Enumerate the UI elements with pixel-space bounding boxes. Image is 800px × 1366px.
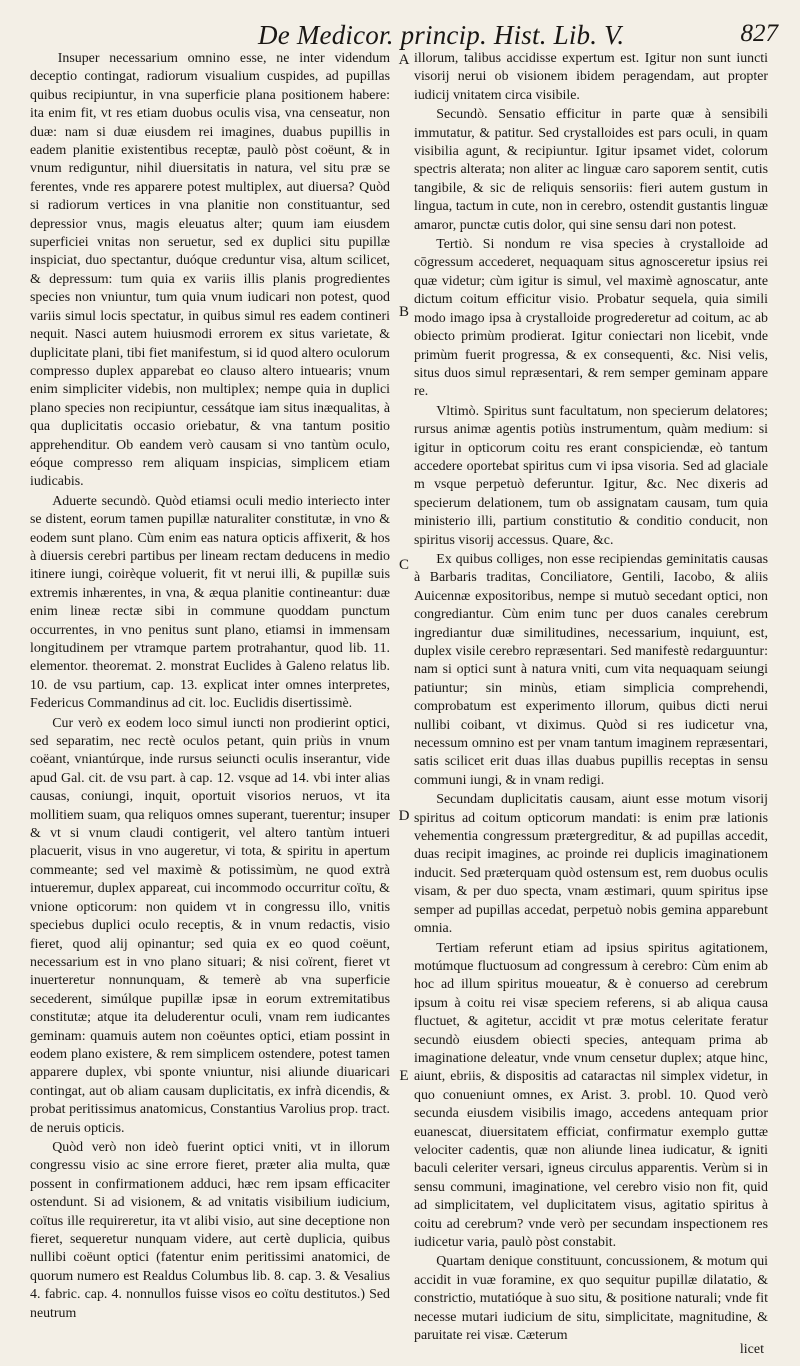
margin-letter-d: D: [398, 808, 410, 824]
paragraph: Tertiò. Si nondum re visa species à crystalloide ad cōgressum accederet, nequaquam situs agnosceretur ipsius rei quæ videtur; cùm igitur is simul, vel maximè agnoscatur, ante dictum coitum efficitur visio. Probatur sequela, quia simili modo imago ipsa à crystalloide progrederetur ad coitum, ac ab obiecto primùm prodierat. Igitur coniectari non licebit, vnde primùm fuerit progressa, & ex consequenti, &c. Nisi velis, situs duos simul repræsentari, & rem semper geminam appare re.: [414, 237, 768, 400]
paragraph: Tertiam referunt etiam ad ipsius spiritus agitationem, motúmque fluctuosum ad congressum à cerebro: Cùm enim ab hoc ad illum spiritus moueatur, & è conuerso ad cerebrum ipsum à coitu rei visæ speciem referens, si ab aliqua causa fluctuet, & agitetur, accidit vt præ motus celeritate feratur secundò eiusdem obiecti species, antequam prima ab imaginatione deleatur, vnde vnum censetur duplex; atque hinc, aiunt, ebriis, & dispositis ad cataractas nil simplex videtur, in quo conueniunt omnes, ex Arist. 3. probl. 10. Quod verò secunda eiusdem visibilis imago, accedens antequam prior euanescat, diuersitatem efficiat, confirmatur exemplo guttæ velociter cadentis, quæ non aliunde linea iudicatur, & igniti baculi celeriter versari, igneus circulus apparentis. Verùm si in sensu communi, imaginatione, vel cerebro visio non fit, quid ad simplicitatem, vel duplicitatem visus, agitatio spiritus à coitu ad cerebrum? vnde verò per secundam inspectionem res iudicetur varia, paulò pòst constabit.: [414, 940, 768, 1250]
paragraph: Quartam denique constituunt, concussionem, & motum qui accidit in vuæ foramine, ex quo sequitur pupillæ dilatatio, & constrictio, mutatióque à suo situ, & positione naturali; vnde fit necesse mutari iudicium de situ, simplicitate, magnitudine, & paruitate rei visæ. Cæterum: [414, 1254, 768, 1344]
right-column: [414, 50, 768, 1345]
paragraph: Aduerte secundò. Quòd etiamsi oculi medio interiecto inter se distent, eorum tamen pupillæ naturaliter constitutæ, in vno & eodem sunt plano. Cùm enim eas natura opticis affixerit, & hos à diuersis cerebri partibus per lineam rectam deducens in medio itinere iungi, coirèque voluerit, fit vt nerui illi, & pupillæ suis extremis inhærentes, in vna, & æqua planitie contineantur: duæ enim lineæ rectæ sibi in commune quoddam punctum occurrentes, in vno penitus sunt plano, etiamsi in immensam longitudinem per vtramque partem protrahantur, quod lib. 11. elementor. theoremat. 2. monstrat Euclides à Galeno relatus lib. 10. de vsu partium, cap. 13. explicat inter omnes interpretes, Federicus Commandinus ad cit. loc. Euclidis disertissimè.: [30, 493, 390, 712]
page-header: [0, 18, 800, 52]
paragraph: Secundò. Sensatio efficitur in parte quæ à sensibili immutatur, & patitur. Sed crystalloides est pars oculi, in quam visibilia agunt, & recipiuntur. Igitur ipsamet videt, colorum spectris alterata; non aliter ac linguæ caro saporem sentit, cutis tangibile, & sic de reliquis sensoriis: fieri autem gustum in lingua, tactum in cute, non in cerebro, ostendit gustantis linguæ amaror, punctæ cutis dolor, qui sine sensu dari non potest.: [414, 107, 768, 233]
margin-letter-e: E: [399, 1068, 409, 1084]
running-title: De Medicor. princip. Hist. Lib. V.: [258, 20, 625, 50]
catchword: licet: [739, 1342, 764, 1357]
paragraph: Quòd verò non ideò fuerint optici vniti, vt in illorum congressu visio ac sine errore fieret, præter alia multa, quæ possent in confirmationem adduci, hæc rem ipsam efficaciter ostendunt. Si ad visionem, & ad vnitatis visibilium iudicium, coïtus ille requireretur, ita vt alibi visio, aut sine deceptione non fieret, sequeretur nunquam videre, aut certè duplicia, quibus nullibi coëunt optici (fatentur enim peritissimi anatomici, de quorum numero est Realdus Columbus lib. 8. cap. 3. & Vesalius 4. fabric. cap. 4. nonnullos fuisse visos eo coïtu destitutos.) Sed neutrum: [30, 1139, 390, 1321]
margin-letter-c: C: [398, 557, 409, 573]
paragraph: Ex quibus colliges, non esse recipiendas geminitatis causas à Barbaris traditas, Conciliatore, Gentili, Iacobo, & aliis Auicennæ expositoribus, nempe si mutuò secedant optici, non congrediantur. Cùm enim tunc per duos canales cerebrum ingrediantur duæ similitudines, necessarium, inquiunt, est, duplex visile cerebro repræsentari. Sed manifestè redarguuntur: nam si optici sunt à natura vniti, cum vita nequaquam seiungi patiuntur; sin minùs, etiam simplicia comprehendi, comprobatum est experimento illorum, quibus dicti nerui nullibi coibant, vt diximus. Quòd si res iudicetur vna, necessum omnino est per vnam tantum imaginem repræsentari, satis scilicet erit duas illas duabus pupillis receptas in sensu communi iungi, & in vnam redigi.: [414, 551, 768, 788]
paragraph: Cur verò ex eodem loco simul iuncti non prodierint optici, sed separatim, nec rectè oculos petant, quin priùs in vnum coëant, vniantúrque, inde rursus seiuncti oculis inserantur, vide apud Gal. cit. de vsu part. à cap. 12. vsque ad 14. vbi inter alias causas, coniungi, inquit, oportuit visorios neruos, vt ita mollitiem suam, qua reliquos omnes superant, tuerentur; insuper & vt si vnum claudi contigerit, vel altero tantùm intueri placuerit, visus in vno augeretur, vi tota, & spiritu in apertum commeante; sed vel maximè & potissimùm, ne quod extrà intueremur, duplex appareat, cui incommodo occurritur coïtu, & vnione opticorum: non quidem vt in congressu illo, vnitis speciebus duplici oculo receptis, & in vnum redactis, visio fieret, quod alij opinantur; sed quia ex eo quod coëunt, necessarium est in vno plano situari; & nisi coïrent, fieret vt inuerteretur nonnunquam, & temerè ab vna superficie secederent, simúlque pupillæ ipsæ in eorum extremitatibus constitutæ; atque ita deluderentur oculi, vnam rem iudicantes geminam: quamuis autem non coëuntes optici, etiam possint in eodem plano existere, & rem simplicem ostendere, potest tamen apparere duplex, vbi sponte vniuntur, nisi aliunde diuaricari contingat, aut ob aliam causam duplicitatis, ex infrà dicendis, & probat peritissimus anatomicus, Constantius Varolius prop. tract. de neruis opticis.: [30, 715, 390, 1136]
paragraph: illorum, talibus accidisse expertum est. Igitur non sunt iuncti visorij nerui ob visionem ibidem peragendam, aut propter iudicij vnitatem circa visibile.: [414, 51, 768, 103]
margin-letter-b: B: [398, 304, 409, 320]
paragraph: Secundam duplicitatis causam, aiunt esse motum visorij spiritus ad coitum opticorum mandati: is enim præ lationis vehementia congressum prætergreditur, & ad pupillas accedit, duas recipit imagines, ac proinde rei duplicis imaginationem inducit. Sed præterquam quòd ostensum est, rem duobus oculis visam, & per duo specta, vnam æstimari, quum spiritus ipse semper ad pupillas accedat, perpetuò nobis gemina apparebunt omnia.: [414, 792, 768, 937]
paragraph: Insuper necessarium omnino esse, ne inter videndum deceptio contingat, radiorum visualium cuspides, ad pupillas quibus recipiuntur, in vna superficie plana positionem habere: ita enim fit, vt res etiam duobus oculis visa, vna censeatur, non duæ: nam si duæ eiusdem rei imagines, duabus pupillis in eadem planitie existentibus receptæ, paulò pòst coëunt, & in vnum rediguntur, nihil diuersitatis in natura, vel situ præ se ferentes, vnde res apparere potest multiplex, aut diuersa? Quòd si radiorum vertices in vna planitie non constituantur, sed depressior vnus, magis eleuatus alter; quum iam eiusdem superficiei vnitas non seruetur, sed ex duplici situ pupillæ inspiciat, duo spectantur, duóque creduntur visa, altum scilicet, & depressum: tum quia ex variis illis planis progredientes species non vniuntur, tum quia vnum iudicari non potest, quod variis simul locis spectatur, in quibus simul res eadem contineri nequit. Nasci autem huiusmodi errorem ex situs varietate, & duplicitate plani, tibi fiet manifestum, si id quod altero oculorum compresso duplex apparebat eo clauso altero intuearis; vnum enim simpliciter videbis, non multiplex; nempe quia in duplici plano species non recipiuntur, cessátque iam situs inæqualitas, à qua duplicitatis occasio oriebatur, & vna tantum positio apprehenditur. Ob eandem verò causam si vno tantùm oculo, eóque compresso rem aliquam inspicias, simplicem etiam iudicabis.: [30, 51, 390, 490]
margin-letter-a: A: [398, 52, 410, 68]
left-column: [30, 50, 390, 1323]
paragraph: Vltimò. Spiritus sunt facultatum, non specierum delatores; rursus animæ agentis potiùs instrumentum, quàm medium: si igitur in opticorum coitu res erant conspiciendæ, eò tantum accedere oportebat spiritus cum vi ipsa visoria. Sed ad glaciale m vsque perpetuò deferuntur. Igitur, &c. Nec dixeris ad specierum delationem, tum ob assignatam causam, tum quia ministerio illi, partium constitutio & conditio conducit, non spiritus visorij accessus. Quare, &c.: [414, 403, 768, 548]
page-number: 827: [740, 20, 778, 47]
